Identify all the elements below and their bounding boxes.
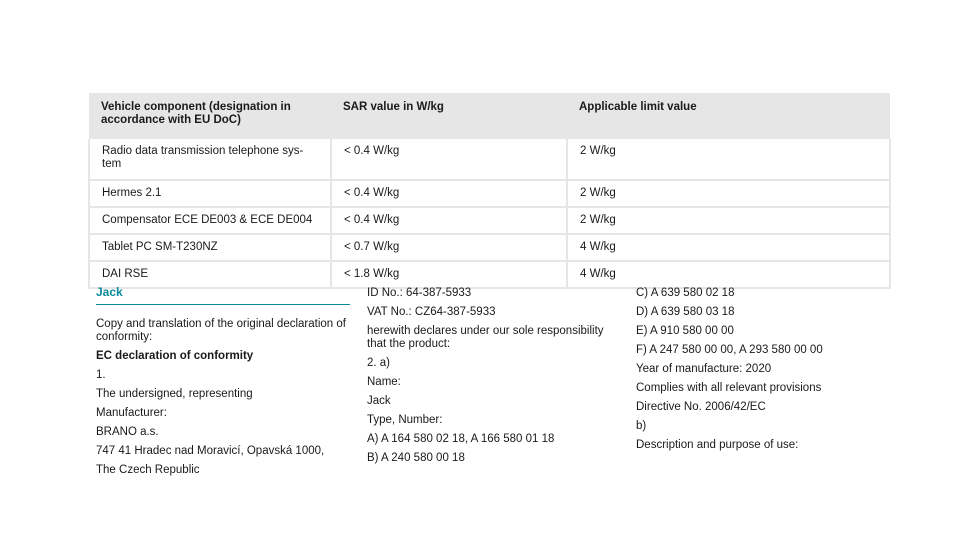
paragraph: D) A 639 580 03 18 xyxy=(636,306,735,318)
paragraph: E) A 910 580 00 00 xyxy=(636,325,734,337)
paragraph: A) A 164 580 02 18, A 166 580 01 18 xyxy=(367,433,555,445)
text-column-1 xyxy=(96,286,350,483)
header-limit-value: Applicable limit value xyxy=(567,93,890,139)
paragraph: B) A 240 580 00 18 xyxy=(367,452,465,464)
table-row xyxy=(89,139,890,180)
paragraph: Jack xyxy=(367,395,391,407)
paragraph: VAT No.: CZ64-387-5933 xyxy=(367,306,496,318)
cell-limit: 2 W/kg xyxy=(567,180,890,207)
declaration-heading: EC declaration of conformity xyxy=(96,350,254,362)
paragraph: 1. xyxy=(96,369,106,381)
paragraph: Manufacturer: xyxy=(96,407,167,419)
paragraph: The undersigned, representing xyxy=(96,388,253,400)
table-row xyxy=(89,234,890,261)
paragraph: Name: xyxy=(367,376,401,388)
paragraph: Year of manufacture: 2020 xyxy=(636,363,772,375)
header-sar-value: SAR value in W/kg xyxy=(331,93,567,139)
paragraph: Directive No. 2006/42/EC xyxy=(636,401,766,413)
section-title: Jack xyxy=(96,286,350,305)
cell-sar: < 0.4 W/kg xyxy=(331,207,567,234)
paragraph: C) A 639 580 02 18 xyxy=(636,287,735,299)
cell-sar: < 0.4 W/kg xyxy=(331,139,567,180)
header-vehicle-component: Vehicle component (designation in accordance with EU DoC) xyxy=(89,93,331,139)
cell-sar: < 1.8 W/kg xyxy=(331,261,567,288)
paragraph: Copy and translation of the original declaration of conformity: xyxy=(96,318,346,343)
text-column-2 xyxy=(367,287,621,471)
table-row xyxy=(89,180,890,207)
paragraph: The Czech Republic xyxy=(96,464,200,476)
sar-table xyxy=(88,93,891,289)
cell-limit: 4 W/kg xyxy=(567,234,890,261)
paragraph: BRANO a.s. xyxy=(96,426,159,438)
paragraph: F) A 247 580 00 00, A 293 580 00 00 xyxy=(636,344,823,356)
cell-component: Compensator ECE DE003 & ECE DE004 xyxy=(89,207,331,234)
cell-limit: 2 W/kg xyxy=(567,139,890,180)
paragraph: 747 41 Hradec nad Moravicí, Opavská 1000, xyxy=(96,445,325,457)
cell-component: Radio data transmission telephone sys-tem xyxy=(89,139,331,180)
cell-limit: 2 W/kg xyxy=(567,207,890,234)
paragraph: Complies with all relevant provisions xyxy=(636,382,822,394)
cell-component: DAI RSE xyxy=(89,261,331,288)
cell-sar: < 0.7 W/kg xyxy=(331,234,567,261)
table-row xyxy=(89,207,890,234)
cell-component: Hermes 2.1 xyxy=(89,180,331,207)
paragraph: ID No.: 64-387-5933 xyxy=(367,287,472,299)
table-row xyxy=(89,261,890,288)
table-header-row xyxy=(89,93,890,139)
paragraph: Description and purpose of use: xyxy=(636,439,799,451)
paragraph: Type, Number: xyxy=(367,414,443,426)
text-column-3 xyxy=(636,287,890,458)
cell-sar: < 0.4 W/kg xyxy=(331,180,567,207)
cell-component: Tablet PC SM-T230NZ xyxy=(89,234,331,261)
paragraph: 2. a) xyxy=(367,357,391,369)
paragraph: herewith declares under our sole responsibility that the product: xyxy=(367,325,604,350)
cell-limit: 4 W/kg xyxy=(567,261,890,288)
paragraph: b) xyxy=(636,420,647,432)
